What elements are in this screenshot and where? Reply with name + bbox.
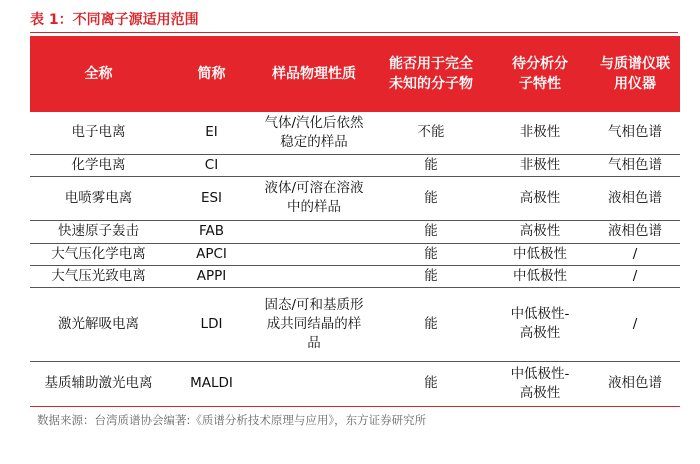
- table-row: [30, 265, 680, 287]
- cell-full-name: 大气压化学电离: [30, 243, 167, 265]
- cell-coupled-instrument: /: [590, 265, 680, 287]
- cell-abbreviation: MALDI: [167, 361, 256, 406]
- cell-unknown-molecule: 能: [372, 176, 490, 220]
- cell-sample-property: [256, 154, 372, 176]
- cell-molecule-property: 非极性: [490, 154, 590, 176]
- cell-sample-property: 液体/可溶在溶液中的样品: [256, 176, 372, 220]
- cell-unknown-molecule: 能: [372, 287, 490, 361]
- header-unknown-molecule: 能否用于完全未知的分子物: [372, 36, 490, 112]
- header-sample-property: 样品物理性质: [256, 36, 372, 112]
- cell-full-name: 电喷雾电离: [30, 176, 167, 220]
- cell-full-name: 化学电离: [30, 154, 167, 176]
- table-row: [30, 220, 680, 243]
- cell-unknown-molecule: 能: [372, 361, 490, 406]
- cell-sample-property: 固态/可和基质形成共同结晶的样品: [256, 287, 372, 361]
- cell-molecule-property: 中低极性-高极性: [490, 287, 590, 361]
- table-row: [30, 287, 680, 361]
- table-row: [30, 154, 680, 176]
- table-row: [30, 112, 680, 154]
- ion-source-table: [30, 36, 680, 407]
- cell-abbreviation: APPI: [167, 265, 256, 287]
- cell-abbreviation: LDI: [167, 287, 256, 361]
- cell-unknown-molecule: 能: [372, 154, 490, 176]
- cell-sample-property: [256, 361, 372, 406]
- header-full-name: 全称: [30, 36, 167, 112]
- table-header: [30, 36, 680, 112]
- cell-full-name: 电子电离: [30, 112, 167, 154]
- cell-unknown-molecule: 能: [372, 265, 490, 287]
- cell-molecule-property: 中低极性: [490, 265, 590, 287]
- cell-unknown-molecule: 能: [372, 243, 490, 265]
- cell-coupled-instrument: /: [590, 243, 680, 265]
- table-caption: 表 1：不同离子源适用范围: [30, 12, 199, 28]
- cell-sample-property: [256, 265, 372, 287]
- cell-coupled-instrument: /: [590, 287, 680, 361]
- source-note: 数据来源：台湾质谱协会编著:《质谱分析技术原理与应用》，东方证券研究所: [37, 413, 427, 427]
- cell-unknown-molecule: 能: [372, 220, 490, 243]
- cell-coupled-instrument: 液相色谱: [590, 176, 680, 220]
- cell-full-name: 快速原子轰击: [30, 220, 167, 243]
- header-abbreviation: 简称: [167, 36, 256, 112]
- cell-unknown-molecule: 不能: [372, 112, 490, 154]
- cell-molecule-property: 中低极性: [490, 243, 590, 265]
- cell-sample-property: 气体/汽化后依然稳定的样品: [256, 112, 372, 154]
- header-row: [30, 36, 680, 112]
- table-row: [30, 243, 680, 265]
- cell-coupled-instrument: 气相色谱: [590, 112, 680, 154]
- cell-abbreviation: ESI: [167, 176, 256, 220]
- cell-sample-property: [256, 243, 372, 265]
- cell-molecule-property: 高极性: [490, 176, 590, 220]
- cell-molecule-property: 高极性: [490, 220, 590, 243]
- caption-divider: [30, 32, 678, 33]
- cell-coupled-instrument: 液相色谱: [590, 220, 680, 243]
- cell-full-name: 激光解吸电离: [30, 287, 167, 361]
- table-row: [30, 361, 680, 406]
- cell-abbreviation: EI: [167, 112, 256, 154]
- header-coupled-instrument: 与质谱仪联用仪器: [590, 36, 680, 112]
- cell-molecule-property: 中低极性-高极性: [490, 361, 590, 406]
- cell-abbreviation: FAB: [167, 220, 256, 243]
- cell-full-name: 基质辅助激光电离: [30, 361, 167, 406]
- cell-sample-property: [256, 220, 372, 243]
- cell-coupled-instrument: 气相色谱: [590, 154, 680, 176]
- header-molecule-property: 待分析分子特性: [490, 36, 590, 112]
- cell-full-name: 大气压光致电离: [30, 265, 167, 287]
- cell-coupled-instrument: 液相色谱: [590, 361, 680, 406]
- cell-abbreviation: APCI: [167, 243, 256, 265]
- table-row: [30, 176, 680, 220]
- cell-abbreviation: CI: [167, 154, 256, 176]
- cell-molecule-property: 非极性: [490, 112, 590, 154]
